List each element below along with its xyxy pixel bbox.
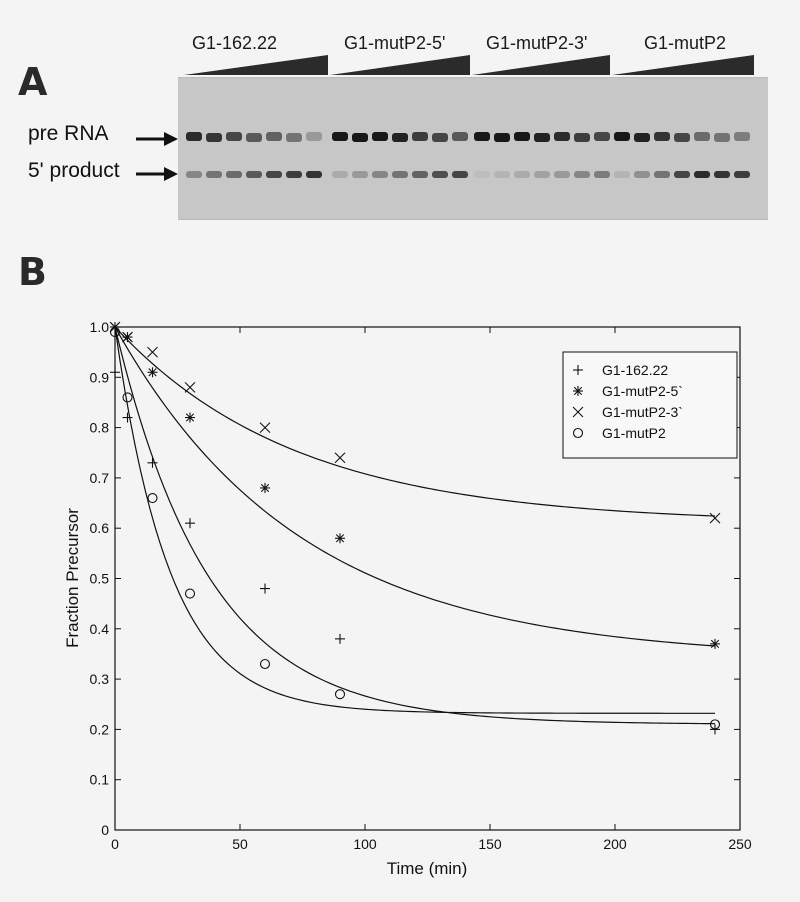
y-tick-label: 1.0 — [89, 319, 109, 335]
x-tick-label: 0 — [111, 836, 119, 852]
data-point-asterisk-marker — [185, 413, 195, 423]
x-tick-label: 250 — [728, 836, 752, 852]
y-tick-label: 0.3 — [89, 671, 109, 688]
data-point-asterisk-marker — [710, 639, 720, 649]
legend-asterisk-marker-icon — [573, 386, 583, 396]
panel-b-letter: B — [18, 250, 47, 294]
data-point-x-marker — [148, 347, 158, 357]
x-tick-label: 200 — [603, 836, 627, 852]
y-tick-label: 0.4 — [89, 620, 109, 637]
panel-a-letter: A — [18, 60, 48, 104]
legend-entry-label: G1-mutP2-5` — [602, 383, 683, 399]
data-point-plus-marker — [123, 413, 133, 423]
x-tick-label: 150 — [478, 836, 502, 852]
y-tick-label: 0.5 — [89, 570, 109, 587]
y-tick-label: 0.2 — [89, 721, 109, 738]
data-point-circle-marker — [261, 660, 270, 669]
y-tick-label: 0 — [101, 822, 109, 838]
chart-legend — [563, 352, 737, 458]
data-point-circle-marker — [186, 589, 195, 598]
data-point-x-marker — [335, 453, 345, 463]
data-point-asterisk-marker — [260, 483, 270, 493]
data-point-x-marker — [260, 423, 270, 433]
y-tick-label: 0.9 — [89, 369, 109, 386]
gel-group-label-1: G1-162.22 — [192, 33, 278, 53]
x-axis-label: Time (min) — [386, 859, 468, 878]
gel-group-label-4: G1-mutP2 — [644, 33, 727, 53]
y-tick-label: 0.8 — [89, 419, 109, 436]
data-point-asterisk-marker — [148, 367, 158, 377]
y-tick-label: 0.6 — [89, 520, 109, 537]
x-tick-label: 100 — [353, 836, 377, 852]
data-point-plus-marker — [260, 584, 270, 594]
data-point-plus-marker — [110, 367, 120, 377]
x-tick-label: 50 — [232, 836, 248, 852]
data-point-asterisk-marker — [335, 533, 345, 543]
legend-entry-label: G1-mutP2-3` — [602, 404, 683, 420]
data-point-x-marker — [710, 513, 720, 523]
pre-rna-label: pre RNA — [28, 122, 109, 145]
gel-group-label-2: G1-mutP2-5' — [344, 33, 446, 53]
legend-entry-label: G1-mutP2 — [602, 425, 666, 441]
data-point-circle-marker — [336, 690, 345, 699]
legend-entry-label: G1-162.22 — [602, 362, 669, 378]
y-axis-label: Fraction Precursor — [63, 508, 82, 648]
data-point-plus-marker — [335, 634, 345, 644]
data-point-x-marker — [185, 382, 195, 392]
gel-group-label-3: G1-mutP2-3' — [486, 33, 588, 53]
product-label: 5' product — [28, 159, 120, 182]
y-tick-label: 0.7 — [89, 469, 109, 486]
y-tick-label: 0.1 — [89, 771, 109, 788]
data-point-circle-marker — [148, 494, 157, 503]
data-point-plus-marker — [185, 518, 195, 528]
data-point-circle-marker — [123, 393, 132, 402]
